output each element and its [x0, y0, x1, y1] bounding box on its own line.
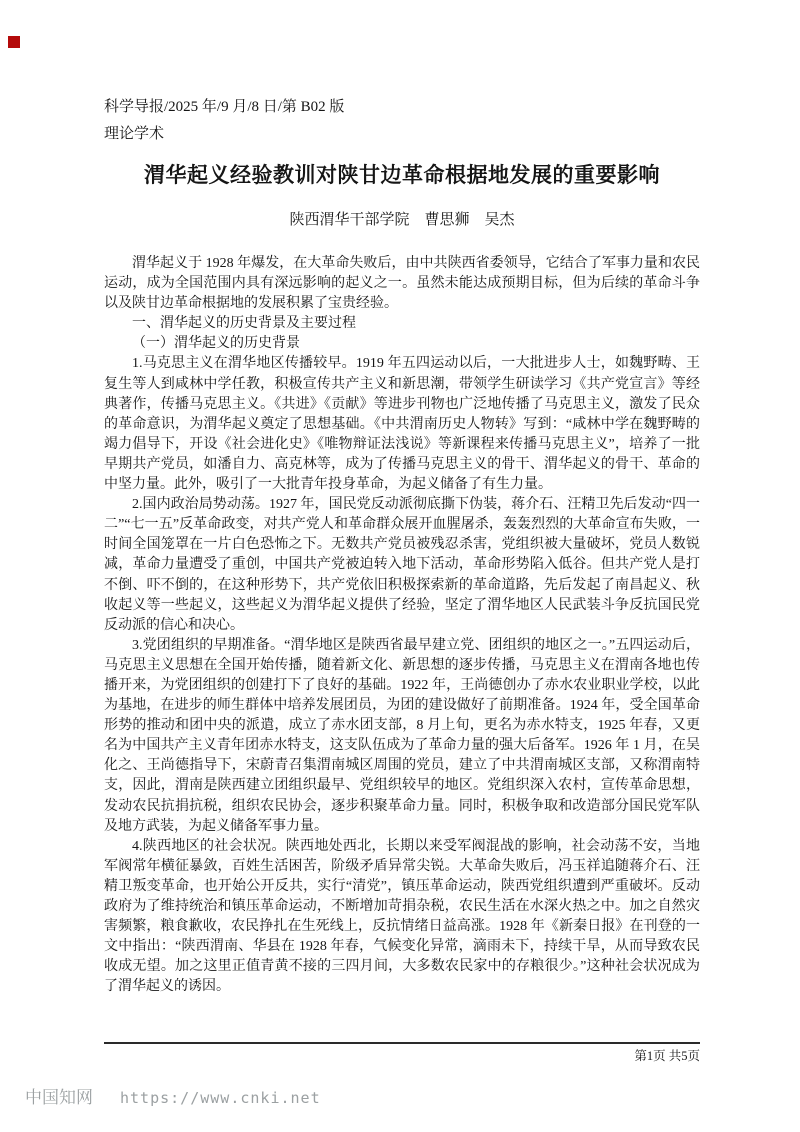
article-paragraph-4: 4.陕西地区的社会状况。陕西地处西北，长期以来受军阀混战的影响，社会动荡不安，当地军阀常年横征暴敛，百姓生活困苦，阶级矛盾异常尖锐。大革命失败后，冯玉祥追随蒋介石、汪精卫叛变革命，也开始公开反共，实行“清党”，镇压革命运动，陕西党组织遭到严重破坏。反动政府为了维持统治和镇压革命运动，不断增加苛捐杂税，农民生活在水深火热之中。加之自然灾害频繁，粮食歉收，农民挣扎在生死线上，反抗情绪日益高涨。1928 年《新秦日报》在刊登的一文中指出：“陕西渭南、华县在 1928 年春，气候变化异常，滴雨未下，持续干旱，从而导致农民收成无望。加之这里正值青黄不接的三四月间，大多数农民家中的存粮很少。”这种社会状况成为了渭华起义的诱因。	[104, 838, 700, 995]
section-label: 理论学术	[104, 126, 165, 142]
article-paragraph-2: 2.国内政治局势动荡。1927 年，国民党反动派彻底撕下伪装，蒋介石、汪精卫先后发动“四一二”“七一五”反革命政变，对共产党人和革命群众展开血腥屠杀，轰轰烈烈的大革命宣布失败，一时间全国笼罩在一片白色恐怖之下。无数共产党员被残忍杀害，党组织被大量破坏，党员人数锐减，革命力量遭受了重创，中国共产党被迫转入地下活动，革命形势陷入低谷。但共产党人是打不倒、吓不倒的，在这种形势下，共产党依旧积极探索新的革命道路，先后发起了南昌起义、秋收起义等一些起义，这些起义为渭华起义提供了经验，坚定了渭华地区人民武装斗争反抗国民党反动派的信心和决心。	[104, 497, 700, 633]
red-square-marker	[8, 36, 20, 48]
cnki-watermark-brand: 中国知网	[25, 1088, 93, 1107]
cnki-watermark	[25, 1087, 321, 1109]
section-heading-level2: （一）渭华起义的历史背景	[132, 336, 300, 352]
section-heading-level1: 一、渭华起义的历史背景及主要过程	[132, 316, 356, 332]
article-paragraph-intro: 渭华起义于 1928 年爆发，在大革命失败后，由中共陕西省委领导，它结合了军事力量和农民运动，成为全国范围内具有深远影响的起义之一。虽然未能达成预期目标，但为后续的革命斗争以及陕甘边革命根据地的发展积累了宝贵经验。	[104, 256, 700, 312]
cnki-watermark-url: https://www.cnki.net	[120, 1089, 321, 1107]
article-authors: 陕西渭华干部学院 曹思狮 吴杰	[289, 212, 515, 228]
article-paragraph-1: 1.马克思主义在渭华地区传播较早。1919 年五四运动以后，一大批进步人士，如魏野畴、王复生等人到咸林中学任教，积极宣传共产主义和新思潮，带领学生研读学习《共产党宣言》等经典著作，传播马克思主义。《共进》《贡献》等进步刊物也广泛地传播了马克思主义，激发了民众的革命意识，为渭华起义奠定了思想基础。《中共渭南历史人物转》写到：“咸林中学在魏野畴的竭力倡导下，开设《社会进化史》《唯物辩证法浅说》等新课程来传播马克思主义”，培养了一批早期共产党员，如潘自力、高克林等，成为了传播马克思主义的骨干、渭华起义的骨干、革命的中坚力量。此外，吸引了一大批青年投身革命，为起义储备了有生力量。	[104, 356, 700, 493]
article-body	[104, 254, 700, 997]
page-number-indicator: 第1页 共5页	[634, 1049, 700, 1063]
page-footer	[104, 1042, 700, 1065]
article-title: 渭华起义经验教训对陕甘边革命根据地发展的重要影响	[144, 163, 660, 187]
document-content	[104, 97, 700, 997]
article-paragraph-3: 3.党团组织的早期准备。“渭华地区是陕西省最早建立党、团组织的地区之一。”五四运动后，马克思主义思想在全国开始传播，随着新文化、新思想的逐步传播，马克思主义在渭南各地也传播开来，为党团组织的创建打下了良好的基础。1922 年，王尚德创办了赤水农业职业学校，以此为基地，在进步的师生群体中培养发展团员，为团的建设做好了前期准备。1924 年，受全国革命形势的推动和团中央的派遣，成立了赤水团支部，8 月上旬，更名为赤水特支，1925 年春，又更名为中国共产主义青年团赤水特支，这支队伍成为了革命力量的强大后备军。1926 年 1 月，在吴化之、王尚德指导下，宋蔚青召集渭南城区周围的党员，建立了中共渭南城区支部，又称渭南特支，因此，渭南是陕西建立团组织最早、党组织较早的地区。党组织深入农村，宣传革命思想，发动农民抗捐抗税，组织农民协会，逐步积聚革命力量。同时，积极争取和改造部分国民党军队及地方武装，为起义储备军事力量。	[104, 637, 700, 834]
publication-source: 科学导报/2025 年/9 月/8 日/第 B02 版	[104, 99, 345, 115]
